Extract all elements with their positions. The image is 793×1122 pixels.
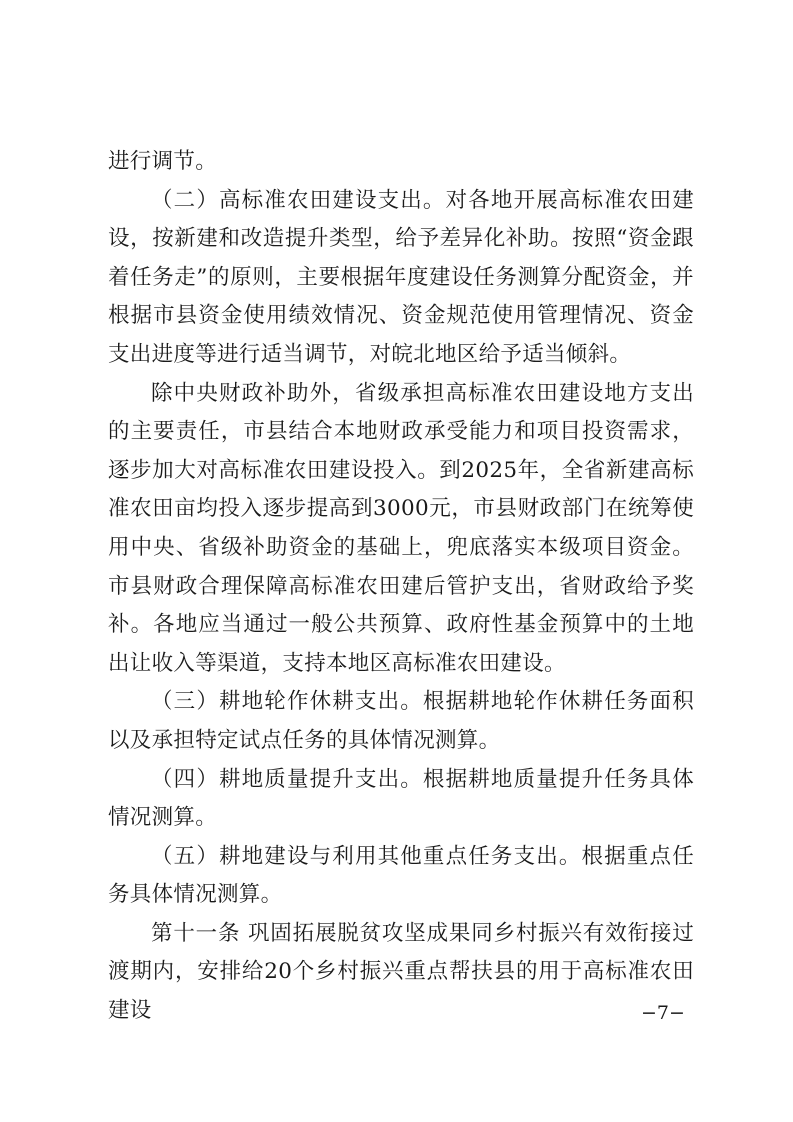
paragraph-funding-responsibility: 除中央财政补助外，省级承担高标准农田建设地方支出的主要责任，市县结合本地财政承受能力和项目投资需求，逐步加大对高标准农田建设投入。到2025年，全省新建高标准农田亩均投入逐步提高到3000元，市县财政部门在统筹使用中央、省级补助资金的基础上，兜底落实本级项目资金。市县财政合理保障高标准农田建后管护支出，省财政给予奖补。各地应当通过一般公共预算、政府性基金预算中的土地出让收入等渠道，支持本地区高标准农田建设。 (108, 380, 694, 676)
page-number: −7− (641, 1002, 685, 1024)
paragraph-section-5: （五）耕地建设与利用其他重点任务支出。根据重点任务具体情况测算。 (108, 843, 694, 908)
paragraph-continuation: 进行调节。 (108, 149, 218, 174)
document-body (108, 143, 694, 1031)
paragraph-section-3: （三）耕地轮作休耕支出。根据耕地轮作休耕任务面积以及承担特定试点任务的具体情况测算。 (108, 689, 694, 753)
paragraph-article-11: 第十一条 巩固拓展脱贫攻坚成果同乡村振兴有效衔接过渡期内，安排给20个乡村振兴重点帮扶县的用于高标准农田建设 (108, 920, 694, 1024)
paragraph-section-4: （四）耕地质量提升支出。根据耕地质量提升任务具体情况测算。 (108, 766, 694, 831)
paragraph-section-2: （二）高标准农田建设支出。对各地开展高标准农田建设，按新建和改造提升类型，给予差异化补助。按照“资金跟着任务走”的原则，主要根据年度建设任务测算分配资金，并根据市县资金使用绩效情况、资金规范使用管理情况、资金支出进度等进行适当调节，对皖北地区给予适当倾斜。 (108, 187, 694, 367)
